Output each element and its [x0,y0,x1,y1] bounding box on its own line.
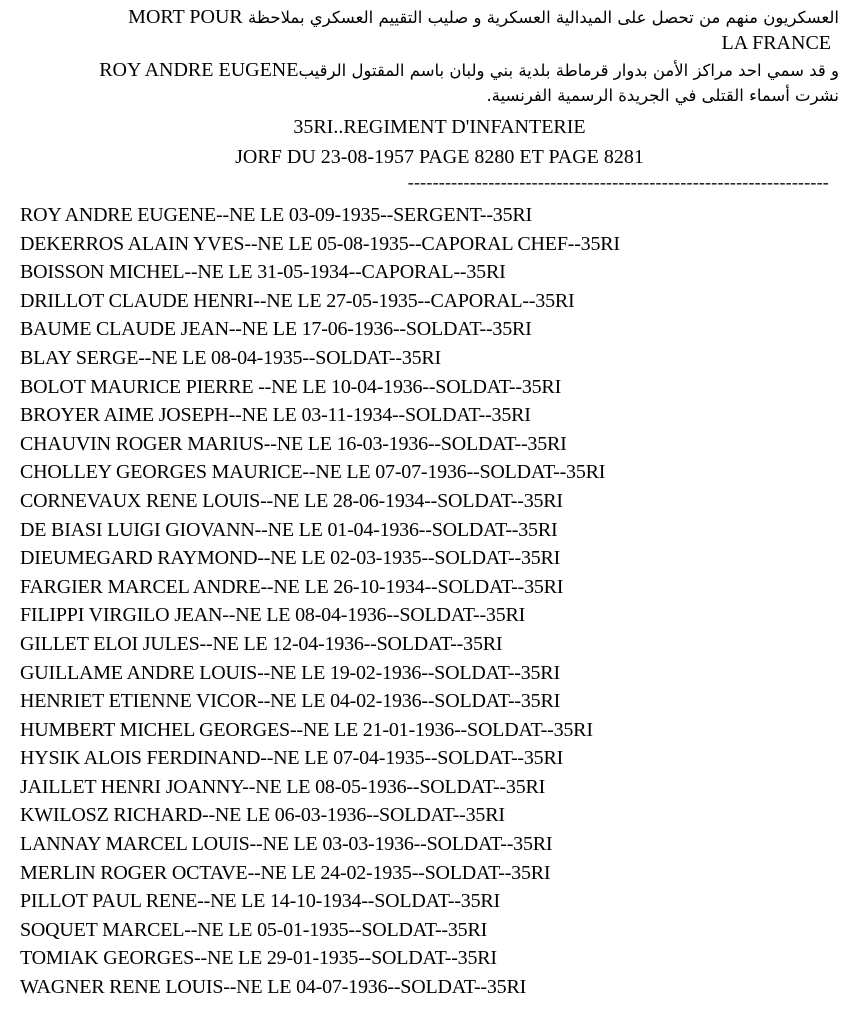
list-item: DEKERROS ALAIN YVES--NE LE 05-08-1935--CAPORAL CHEF--35RI [20,232,620,255]
header-line-3-arabic: و قد سمي احد مراكز الأمن بدوار قرماطة بلدية بني ولبان باسم المقتول الرقيب [298,61,839,80]
header-line-2: LA FRANCE [721,32,831,54]
list-item: BLAY SERGE--NE LE 08-04-1935--SOLDAT--35RI [20,346,442,369]
list-item: BOLOT MAURICE PIERRE --NE LE 10-04-1936--SOLDAT--35RI [20,375,562,398]
list-item: HUMBERT MICHEL GEORGES--NE LE 21-01-1936--SOLDAT--35RI [20,718,593,741]
list-item: FARGIER MARCEL ANDRE--NE LE 26-10-1934--SOLDAT--35RI [20,575,564,598]
list-item: HENRIET ETIENNE VICOR--NE LE 04-02-1936--SOLDAT--35RI [20,690,561,713]
list-item: ROY ANDRE EUGENE--NE LE 03-09-1935--SERGENT--35RI [20,204,532,226]
jorf-reference: JORF DU 23-08-1957 PAGE 8280 ET PAGE 8281 [235,146,644,168]
list-item: GUILLAME ANDRE LOUIS--NE LE 19-02-1936--SOLDAT--35RI [20,661,560,684]
list-item: BROYER AIME JOSEPH--NE LE 03-11-1934--SOLDAT--35RI [20,404,531,427]
list-item: WAGNER RENE LOUIS--NE LE 04-07-1936--SOLDAT--35RI [20,976,527,999]
list-item: GILLET ELOI JULES--NE LE 12-04-1936--SOLDAT--35RI [20,632,503,655]
list-item: PILLOT PAUL RENE--NE LE 14-10-1934--SOLDAT--35RI [20,890,500,913]
list-item: DE BIASI LUIGI GIOVANN--NE LE 01-04-1936--SOLDAT--35RI [20,518,558,541]
casualty-list [20,201,620,1002]
header-line-1-latin: MORT POUR [128,6,243,28]
list-item: HYSIK ALOIS FERDINAND--NE LE 07-04-1935--SOLDAT--35RI [20,747,564,770]
list-item: JAILLET HENRI JOANNY--NE LE 08-05-1936--SOLDAT--35RI [20,775,546,798]
header-line-3 [99,59,839,82]
list-item: MERLIN ROGER OCTAVE--NE LE 24-02-1935--SOLDAT--35RI [20,861,551,884]
header-line-1-arabic: العسكريون منهم من تحصل على الميدالية العسكرية و صليب التقييم العسكري بملاحظة [248,8,839,27]
header-line-4: نشرت أسماء القتلى في الجريدة الرسمية الفرنسية. [486,86,839,105]
list-item: DRILLOT CLAUDE HENRI--NE LE 27-05-1935--CAPORAL--35RI [20,289,575,312]
separator: -------------------------------------------------------------------- [407,172,829,192]
list-item: CORNEVAUX RENE LOUIS--NE LE 28-06-1934--SOLDAT--35RI [20,489,563,512]
list-item: SOQUET MARCEL--NE LE 05-01-1935--SOLDAT--35RI [20,918,488,941]
list-item: BAUME CLAUDE JEAN--NE LE 17-06-1936--SOLDAT--35RI [20,318,532,341]
list-item: LANNAY MARCEL LOUIS--NE LE 03-03-1936--SOLDAT--35RI [20,833,553,856]
list-item: DIEUMEGARD RAYMOND--NE LE 02-03-1935--SOLDAT--35RI [20,547,561,570]
regiment-title: 35RI..REGIMENT D'INFANTERIE [293,116,586,138]
list-item: CHOLLEY GEORGES MAURICE--NE LE 07-07-1936--SOLDAT--35RI [20,461,606,484]
header-line-3-latin: ROY ANDRE EUGENE [99,59,299,81]
list-item: CHAUVIN ROGER MARIUS--NE LE 16-03-1936--SOLDAT--35RI [20,432,567,455]
list-item: KWILOSZ RICHARD--NE LE 06-03-1936--SOLDAT--35RI [20,804,505,827]
header-line-1 [128,6,839,29]
list-item: BOISSON MICHEL--NE LE 31-05-1934--CAPORAL--35RI [20,261,506,284]
list-item: TOMIAK GEORGES--NE LE 29-01-1935--SOLDAT--35RI [20,947,497,970]
list-item: FILIPPI VIRGILO JEAN--NE LE 08-04-1936--SOLDAT--35RI [20,604,526,627]
